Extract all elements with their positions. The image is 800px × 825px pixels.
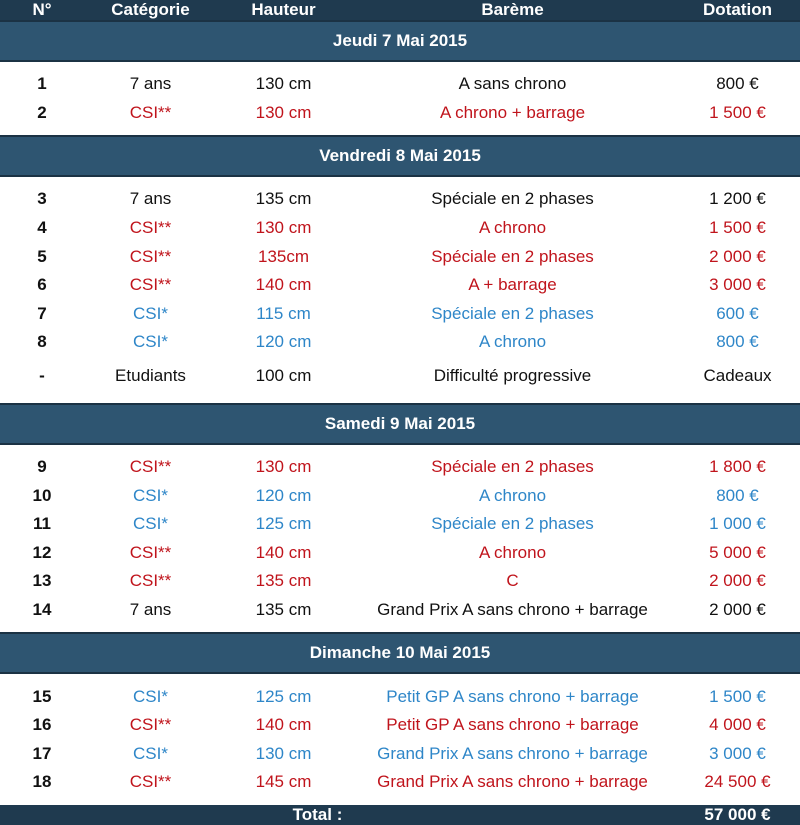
cell-height: 130 cm (255, 74, 312, 94)
cell-prize: 5 000 € (709, 542, 766, 562)
table-row (0, 242, 800, 271)
cell-scale: Grand Prix A sans chrono + barrage (377, 600, 648, 620)
cell-category: CSI* (133, 743, 168, 763)
table-row (0, 768, 800, 797)
row-spacer (0, 797, 800, 805)
cell-scale: A + barrage (468, 275, 557, 295)
cell-height: 130 cm (255, 743, 312, 763)
day-header: Vendredi 8 Mai 2015 (0, 135, 800, 177)
table-row (0, 453, 800, 482)
cell-num: 5 (37, 246, 47, 266)
cell-category: CSI* (133, 514, 168, 534)
cell-height: 140 cm (255, 542, 312, 562)
row-spacer (0, 127, 800, 135)
cell-prize: 1 000 € (709, 514, 766, 534)
cell-num: 9 (37, 457, 47, 477)
cell-scale: Grand Prix A sans chrono + barrage (377, 743, 648, 763)
cell-scale: A chrono (478, 218, 547, 238)
cell-prize: 800 € (716, 485, 759, 505)
table-row (0, 510, 800, 539)
cell-category: CSI* (133, 332, 168, 352)
cell-height: 140 cm (255, 275, 312, 295)
cell-scale: Petit GP A sans chrono + barrage (386, 715, 639, 735)
cell-height: 135 cm (255, 189, 312, 209)
cell-height: 130 cm (255, 218, 312, 238)
row-spacer (0, 674, 800, 682)
cell-category: 7 ans (129, 74, 172, 94)
cell-height: 135cm (257, 246, 310, 266)
cell-height: 100 cm (255, 365, 312, 385)
cell-num: 4 (37, 218, 47, 238)
cell-category: CSI** (129, 542, 172, 562)
table-row (0, 214, 800, 243)
cell-scale: A chrono (478, 332, 547, 352)
cell-category: Etudiants (115, 365, 186, 385)
cell-num: 10 (32, 485, 52, 505)
row-spacer (0, 62, 800, 70)
table-row (0, 99, 800, 128)
cell-prize: 800 € (716, 74, 759, 94)
cell-height: 135 cm (255, 571, 312, 591)
header-height: Hauteur (251, 0, 316, 19)
cell-scale: Spéciale en 2 phases (431, 246, 594, 266)
table-row (0, 567, 800, 596)
cell-category: CSI* (133, 686, 168, 706)
cell-num: - (39, 365, 45, 385)
cell-height: 120 cm (255, 485, 312, 505)
cell-prize: 2 000 € (709, 571, 766, 591)
total-value: 57 000 € (704, 804, 771, 824)
cell-prize: 2 000 € (709, 246, 766, 266)
cell-scale: Difficulté progressive (433, 365, 592, 385)
cell-height: 115 cm (256, 303, 311, 323)
cell-prize: 3 000 € (709, 275, 766, 295)
table-row (0, 300, 800, 329)
cell-num: 12 (32, 542, 52, 562)
cell-category: CSI** (129, 457, 172, 477)
cell-prize: 24 500 € (704, 772, 771, 792)
cell-category: CSI* (133, 485, 168, 505)
cell-category: CSI** (129, 715, 172, 735)
cell-height: 145 cm (255, 772, 312, 792)
cell-category: CSI** (129, 218, 172, 238)
cell-scale: A chrono + barrage (439, 102, 586, 122)
cell-scale: A chrono (478, 542, 547, 562)
cell-num: 3 (37, 189, 47, 209)
cell-scale: C (506, 571, 519, 591)
header-scale: Barème (481, 0, 544, 19)
cell-scale: Spéciale en 2 phases (431, 514, 594, 534)
cell-category: CSI** (129, 246, 172, 266)
cell-scale: A chrono (478, 485, 547, 505)
day-header: Jeudi 7 Mai 2015 (0, 20, 800, 62)
cell-height: 125 cm (255, 686, 312, 706)
cell-prize: 1 800 € (709, 457, 766, 477)
table-row (0, 596, 800, 625)
cell-category: CSI** (129, 275, 172, 295)
cell-num: 15 (32, 686, 52, 706)
cell-prize: 1 500 € (709, 102, 766, 122)
cell-num: 6 (37, 275, 47, 295)
table-row (0, 481, 800, 510)
cell-category: CSI** (129, 571, 172, 591)
row-spacer (0, 177, 800, 185)
table-row (0, 271, 800, 300)
header-prize: Dotation (703, 0, 772, 19)
cell-height: 135 cm (255, 600, 312, 620)
cell-num: 18 (32, 772, 52, 792)
table-row (0, 70, 800, 99)
cell-num: 7 (37, 303, 47, 323)
cell-prize: Cadeaux (703, 365, 772, 385)
table-row (0, 539, 800, 568)
cell-prize: 600 € (716, 303, 759, 323)
cell-height: 120 cm (255, 332, 312, 352)
cell-num: 8 (37, 332, 47, 352)
cell-category: CSI** (129, 772, 172, 792)
cell-prize: 800 € (716, 332, 759, 352)
cell-height: 140 cm (255, 715, 312, 735)
cell-scale: Petit GP A sans chrono + barrage (386, 686, 639, 706)
cell-scale: A sans chrono (458, 74, 567, 94)
header-category: Catégorie (111, 0, 190, 19)
cell-category: CSI* (133, 303, 168, 323)
table-header (0, 0, 800, 20)
total-row (0, 805, 800, 825)
table-row (0, 682, 800, 711)
cell-prize: 2 000 € (709, 600, 766, 620)
table-row (0, 740, 800, 769)
cell-num: 2 (37, 102, 47, 122)
cell-num: 16 (32, 715, 52, 735)
table-row (0, 357, 800, 395)
cell-prize: 4 000 € (709, 715, 766, 735)
cell-height: 130 cm (255, 457, 312, 477)
table-body (0, 20, 800, 805)
header-num: N° (32, 0, 52, 19)
day-header: Samedi 9 Mai 2015 (0, 403, 800, 445)
cell-scale: Spéciale en 2 phases (431, 457, 594, 477)
cell-height: 130 cm (255, 102, 312, 122)
cell-prize: 1 500 € (709, 218, 766, 238)
table-row (0, 711, 800, 740)
cell-num: 17 (32, 743, 52, 763)
cell-category: 7 ans (129, 189, 172, 209)
cell-scale: Spéciale en 2 phases (431, 303, 594, 323)
cell-category: CSI** (129, 102, 172, 122)
cell-num: 1 (37, 74, 47, 94)
table-row (0, 185, 800, 214)
cell-scale: Grand Prix A sans chrono + barrage (377, 772, 648, 792)
cell-prize: 1 500 € (709, 686, 766, 706)
cell-scale: Spéciale en 2 phases (431, 189, 594, 209)
table-row (0, 328, 800, 357)
cell-category: 7 ans (129, 600, 172, 620)
row-spacer (0, 445, 800, 453)
cell-prize: 3 000 € (709, 743, 766, 763)
cell-num: 11 (33, 514, 51, 534)
row-spacer (0, 624, 800, 632)
cell-num: 13 (32, 571, 52, 591)
cell-prize: 1 200 € (709, 189, 766, 209)
cell-height: 125 cm (255, 514, 312, 534)
day-header: Dimanche 10 Mai 2015 (0, 632, 800, 674)
cell-num: 14 (32, 600, 52, 620)
total-label: Total : (292, 804, 343, 824)
row-spacer (0, 395, 800, 403)
